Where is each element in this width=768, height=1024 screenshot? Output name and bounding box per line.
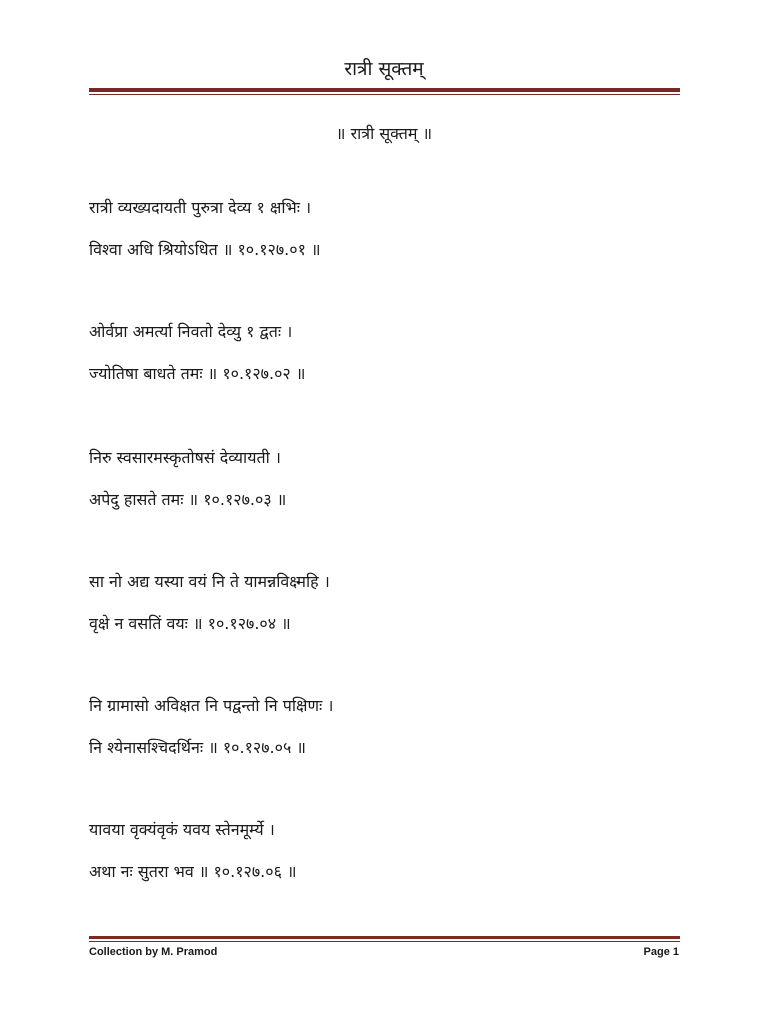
verse-1-line-2: विश्वा अधि श्रियोऽधित ॥ १०.१२७.०१ ॥ bbox=[89, 240, 321, 259]
verse-4 bbox=[89, 570, 689, 636]
verse-1-line-1: रात्री व्यख्यदायती पुरुत्रा देव्य १ क्षभिः । bbox=[89, 198, 312, 217]
header-divider-thin bbox=[89, 94, 680, 95]
header-divider bbox=[89, 88, 680, 92]
verse-5-line-2: नि श्येनासश्चिदर्थिनः ॥ १०.१२७.०५ ॥ bbox=[89, 738, 306, 757]
document-title: ॥ रात्री सूक्तम् ॥ bbox=[335, 124, 433, 143]
verse-2-line-1: ओर्वप्रा अमर्त्या निवतो देव्यु १ द्वतः । bbox=[89, 322, 293, 341]
verse-4-line-1: सा नो अद्य यस्या वयं नि ते यामन्नविक्ष्महि । bbox=[89, 572, 330, 591]
verse-3 bbox=[89, 446, 689, 512]
verse-3-line-2: अपेदु हासते तमः ॥ १०.१२७.०३ ॥ bbox=[89, 490, 287, 509]
page-header-title: रात्री सूक्तम् bbox=[344, 58, 424, 80]
footer-divider-thin bbox=[89, 941, 680, 942]
verse-6 bbox=[89, 818, 689, 884]
verse-5 bbox=[89, 694, 689, 760]
verse-2 bbox=[89, 320, 689, 386]
footer-page-number: Page 1 bbox=[643, 946, 679, 958]
verse-2-line-2: ज्योतिषा बाधते तमः ॥ १०.१२७.०२ ॥ bbox=[89, 364, 306, 383]
verse-6-line-2: अथा नः सुतरा भव ॥ १०.१२७.०६ ॥ bbox=[89, 862, 297, 881]
footer-divider bbox=[89, 936, 680, 939]
verse-5-line-1: नि ग्रामासो अविक्षत नि पद्वन्तो नि पक्षिणः । bbox=[89, 696, 334, 715]
footer-credit: Collection by M. Pramod bbox=[89, 946, 218, 958]
verse-6-line-1: यावया वृक्यंवृकं यवय स्तेनमूर्म्ये । bbox=[89, 820, 275, 839]
verse-3-line-1: निरु स्वसारमस्कृतोषसं देव्यायती । bbox=[89, 448, 281, 467]
verse-4-line-2: वृक्षे न वसतिं वयः ॥ १०.१२७.०४ ॥ bbox=[89, 614, 291, 633]
verse-1 bbox=[89, 196, 689, 262]
